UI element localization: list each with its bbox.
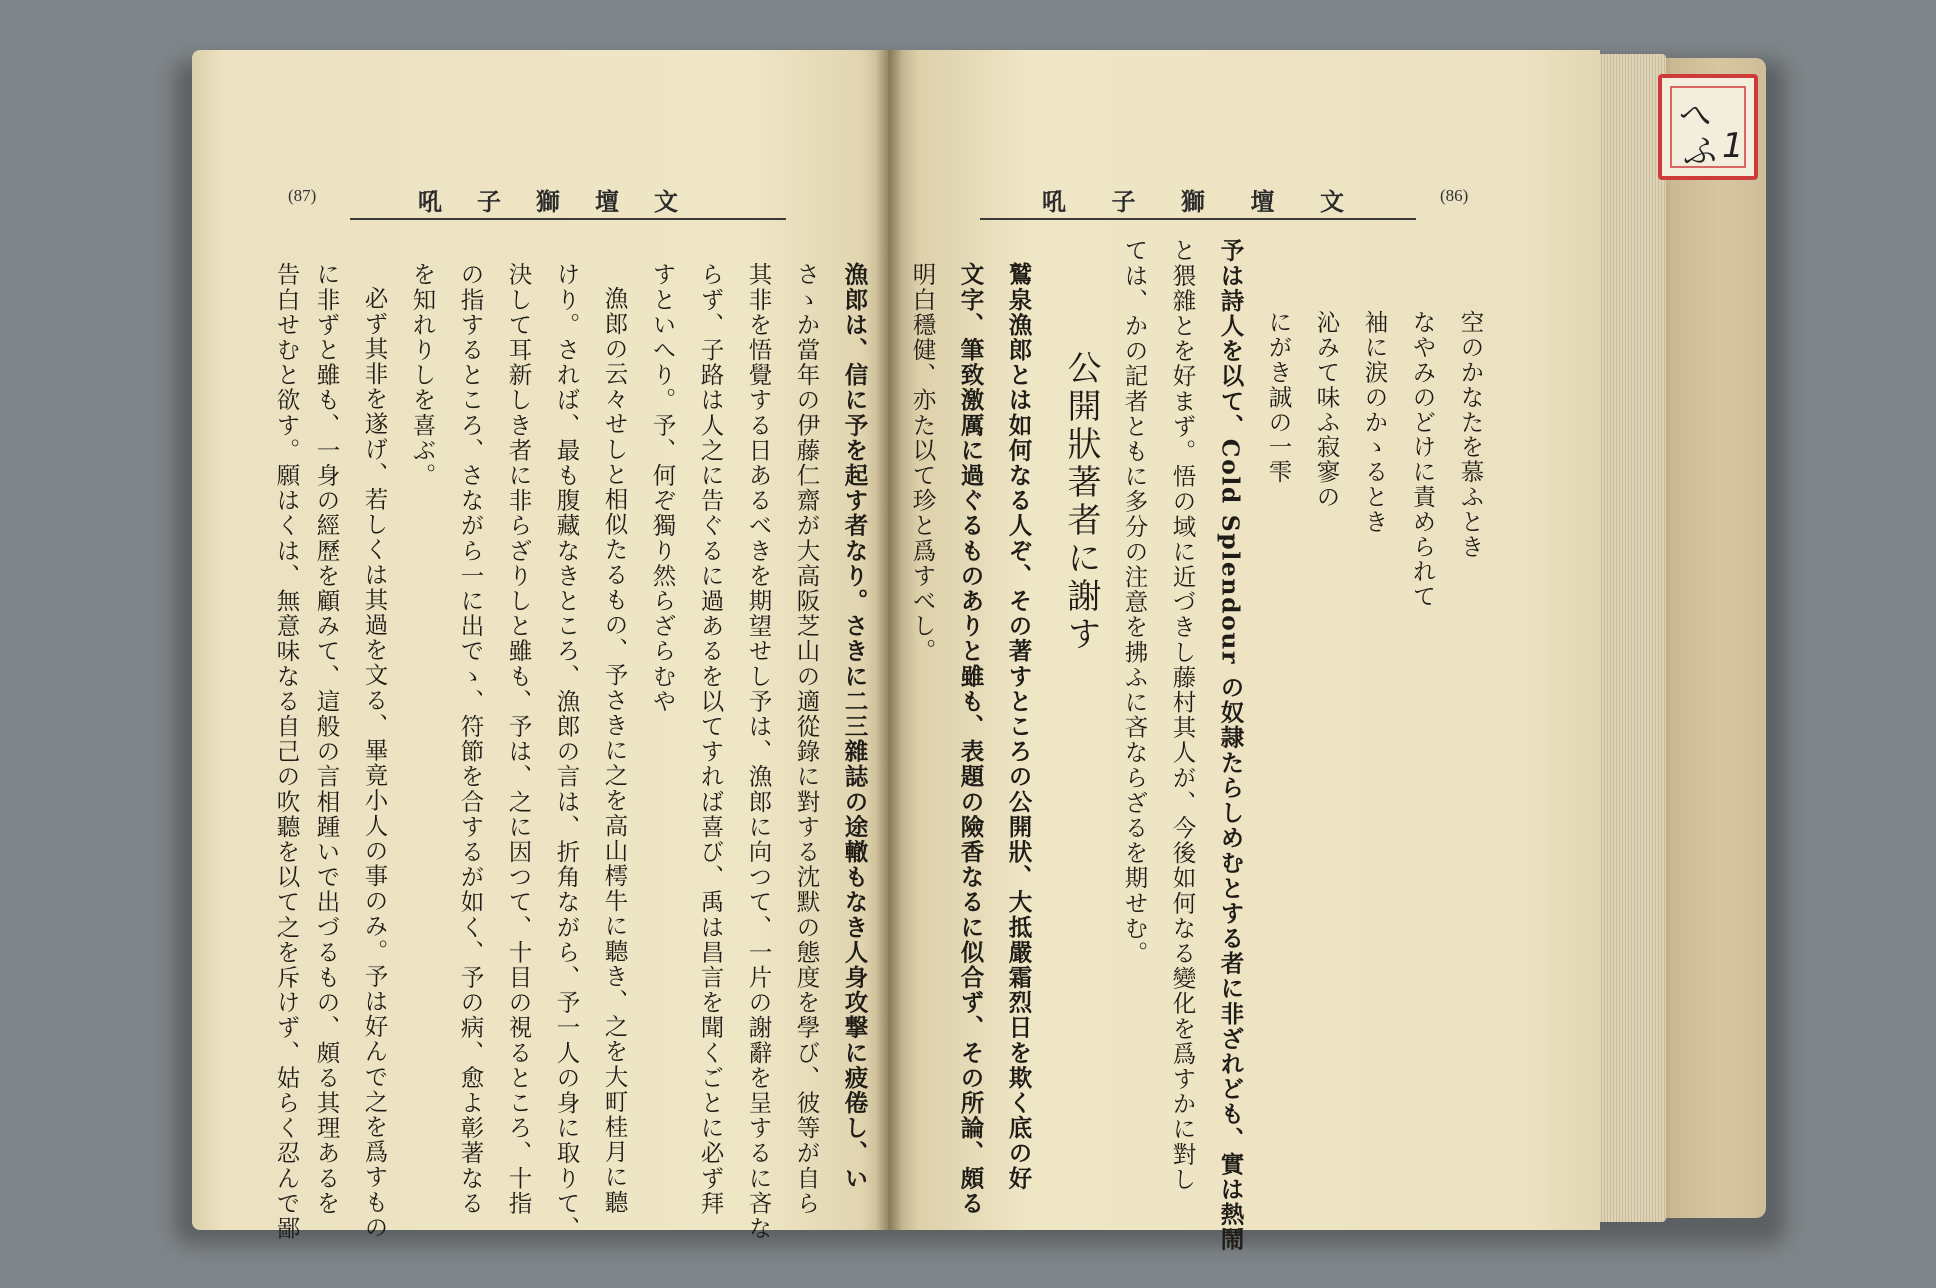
- left-col-7: けり。されば、最も腹藏なきところ、漁郎の言は、折角ながら、予一人の身に取りて、: [552, 262, 581, 1241]
- left-col-9: の指するところ、さながら一に出でゝ、符節を合するが如く、予の病、愈よ彰著なる: [456, 262, 485, 1216]
- left-head-char-4: 壇: [595, 187, 621, 216]
- left-col-13: 告白せむと欲す。願はくは、無意味なる自己の吹聽を以て之を斥けず、姑らく忍んで鄙: [272, 262, 301, 1241]
- right-prose-col-2: と猥雜とを好まず。悟の域に近づきし藤村其人が、今後如何なる變化を爲すかに對し: [1168, 238, 1197, 1192]
- left-col-6: 漁郎の云々せしと相似たるもの、予さきに之を高山樗牛に聽き、之を大町桂月に聽: [600, 286, 629, 1215]
- left-col-10: を知れりしを喜ぶ。: [408, 262, 437, 488]
- section-title: 公開狀著者に謝す: [1061, 350, 1101, 654]
- poem-line-2: なやみのどけに責められて: [1408, 310, 1437, 609]
- right-folio: (86): [1440, 186, 1469, 205]
- back-cover: [1660, 58, 1766, 1218]
- left-head-char-2: 子: [477, 187, 503, 216]
- book-gutter: [876, 50, 902, 1230]
- label-mark-1: へ: [1676, 96, 1710, 136]
- left-col-11: 必ず其非を遂げ、若しくは其過を文る、畢竟小人の事のみ。予は好んで之を爲すもの: [360, 286, 389, 1240]
- left-head-char-5: 文: [654, 187, 680, 216]
- left-col-3: 其非を悟覺する日あるべきを期望せし予は、漁郎に向つて、一片の謝辭を呈するに吝な: [744, 262, 773, 1241]
- right-running-head: [1042, 182, 1346, 217]
- poem-line-5: にがき誠の一雫: [1264, 310, 1293, 485]
- page-edges: [1596, 54, 1666, 1222]
- left-head-char-3: 獅: [536, 187, 562, 216]
- left-col-4: らず、子路は人之に告ぐるに過あるを以てすれば喜び、禹は昌言を聞くごとに必ず拜: [696, 262, 725, 1216]
- left-col-5: すといへり。予、何ぞ獨り然らざらむや: [648, 262, 677, 714]
- right-section-col-1: 鷲泉漁郎とは如何なる人ぞ、その著すところの公開狀、大抵嚴霜烈日を欺く底の好: [1004, 262, 1033, 1191]
- right-prose-col-1: 予は詩人を以て、Cold Splendour の奴隷たらしめむとする者に非ざれども、實は熱鬧: [1216, 238, 1245, 1253]
- right-section-col-3: 明白穩健、亦た以て珍と爲すべし。: [908, 262, 937, 664]
- left-col-1: 漁郎は、信に予を起す者なり。さきに二三雜誌の途轍もなき人身攻撃に疲倦し、い: [840, 262, 869, 1191]
- right-prose-col-3: ては、かの記者ともに多分の注意を拂ふに吝ならざるを期せむ。: [1120, 238, 1149, 966]
- right-head-char-5: 文: [1320, 187, 1346, 216]
- poem-line-3: 袖に涙のかゝるとき: [1360, 310, 1389, 535]
- left-col-12: に非ずと雖も、一身の經歷を顧みて、這般の言相踵いで出づるもの、頗る其理あるを: [312, 262, 341, 1216]
- left-col-8: 決して耳新しき者に非らざりしと雖も、予は、之に因つて、十目の視るところ、十指: [504, 262, 533, 1216]
- right-section-col-2: 文字、筆致激厲に過ぐるものありと雖も、表題の險香なるに似合ず、その所論、頗る: [956, 262, 985, 1216]
- label-mark-3: 1: [1722, 126, 1744, 166]
- left-head-rule: [350, 218, 786, 220]
- right-head-char-3: 獅: [1181, 187, 1207, 216]
- left-running-head: [418, 182, 680, 217]
- left-head-char-1: 吼: [418, 187, 444, 216]
- right-head-char-4: 壇: [1250, 187, 1277, 216]
- left-col-2: さゝか當年の伊藤仁齋が大高阪芝山の適從錄に對する沈默の態度を學び、彼等が自ら: [792, 262, 821, 1216]
- poem-line-1: 空のかなたを慕ふとき: [1456, 310, 1485, 559]
- left-folio: (87): [288, 186, 317, 205]
- label-mark-2: ふ: [1682, 132, 1716, 172]
- right-head-char-2: 子: [1111, 187, 1138, 216]
- library-label: [1658, 74, 1758, 180]
- right-head-rule: [980, 218, 1416, 220]
- right-head-char-1: 吼: [1042, 187, 1068, 216]
- poem-line-4: 沁みて味ふ寂寥の: [1312, 310, 1341, 510]
